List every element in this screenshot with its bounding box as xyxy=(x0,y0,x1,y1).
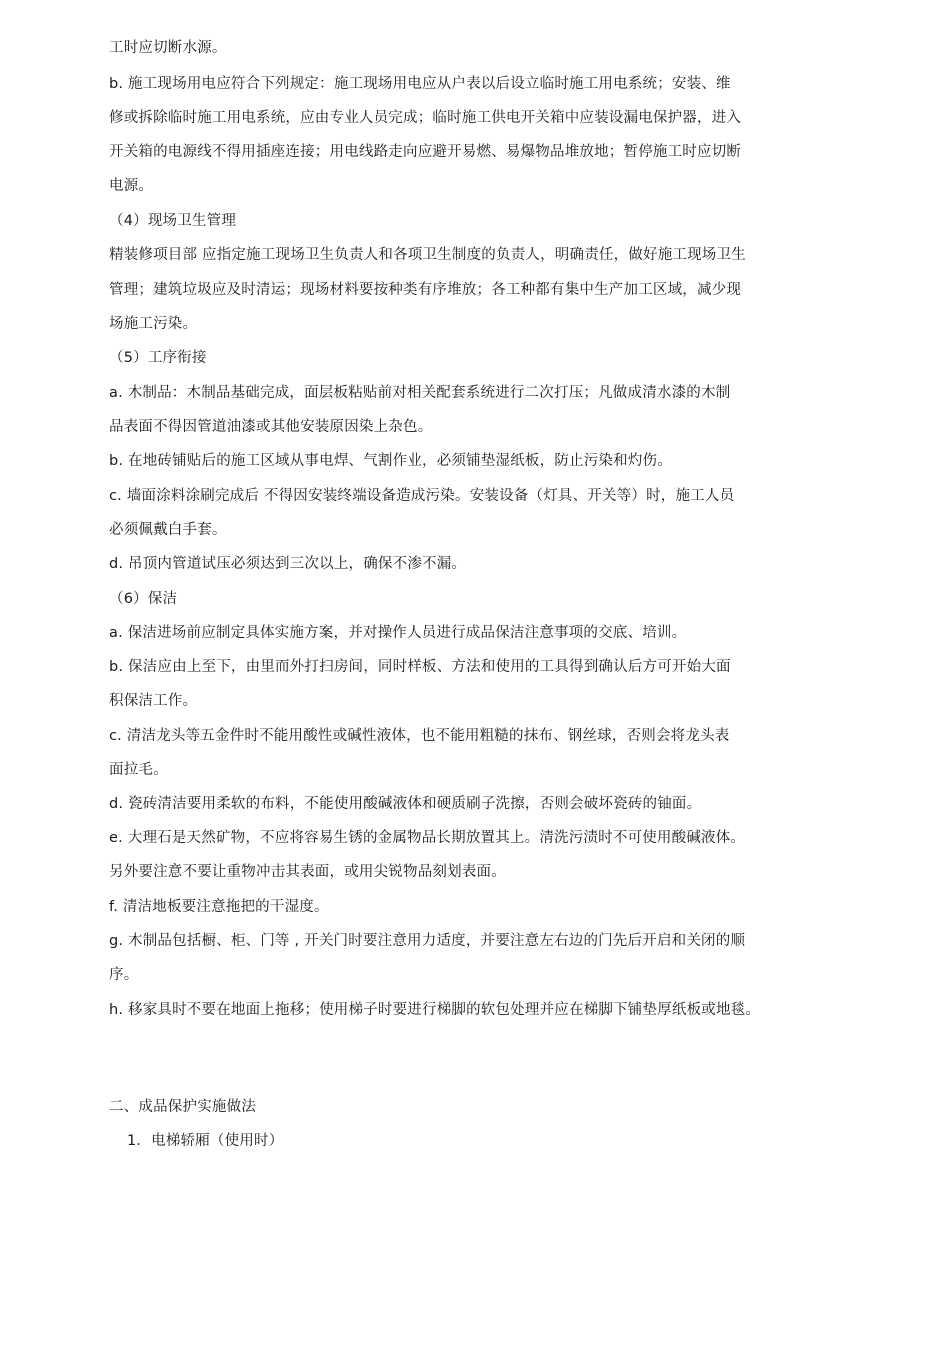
text-line: e. 大理石是天然矿物，不应将容易生锈的金属物品长期放置其上。清洗污渍时不可使用酸碱液体。 xyxy=(109,830,746,846)
section-subheading: （4）现场卫生管理 xyxy=(109,213,237,229)
text-line: 工时应切断水源。 xyxy=(109,40,227,56)
text-line: a. 保洁进场前应制定具体实施方案，并对操作人员进行成品保洁注意事项的交底、培训。 xyxy=(109,625,687,641)
text-line: 积保洁工作。 xyxy=(109,693,198,709)
section-subheading: （5）工序衔接 xyxy=(109,350,207,366)
text-line: b. 施工现场用电应符合下列规定：施工现场用电应从户表以后设立临时施工用电系统；安装、维 xyxy=(109,76,731,92)
text-line: 面拉毛。 xyxy=(109,762,168,778)
section-subheading: （6）保洁 xyxy=(109,591,178,607)
subsection-heading: 1．电梯轿厢（使用时） xyxy=(127,1133,284,1149)
text-line: 另外要注意不要让重物冲击其表面，或用尖锐物品刻划表面。 xyxy=(109,864,506,880)
text-line: 序。 xyxy=(109,967,139,983)
text-line: 修或拆除临时施工用电系统，应由专业人员完成；临时施工供电开关箱中应装设漏电保护器，进入 xyxy=(109,110,742,126)
text-line: g. 木制品包括橱、柜、门等 , 开关门时要注意用力适度，并要注意左右边的门先后开启和关闭的顺 xyxy=(109,933,746,949)
text-line: d. 吊顶内管道试压必须达到三次以上，确保不渗不漏。 xyxy=(109,556,467,572)
text-line: 电源。 xyxy=(109,178,154,194)
text-line: d. 瓷砖清洁要用柔软的布料，不能使用酸碱液体和硬质刷子洗擦，否则会破坏瓷砖的铀面。 xyxy=(109,796,702,812)
text-line: 必须佩戴白手套。 xyxy=(109,522,227,538)
text-line: 开关箱的电源线不得用插座连接；用电线路走向应避开易燃、易爆物品堆放地；暂停施工时应切断 xyxy=(109,144,742,160)
text-line: 精装修项目部 应指定施工现场卫生负责人和各项卫生制度的负责人，明确责任，做好施工现场卫生 xyxy=(109,247,746,263)
section-heading: 二、成品保护实施做法 xyxy=(109,1099,256,1115)
text-line: c. 清洁龙头等五金件时不能用酸性或碱性液体，也不能用粗糙的抹布、钢丝球，否则会将龙头表 xyxy=(109,728,730,744)
text-line: b. 在地砖铺贴后的施工区域从事电焊、气割作业，必须铺垫湿纸板，防止污染和灼伤。 xyxy=(109,453,672,469)
text-line: h. 移家具时不要在地面上拖移；使用梯子时要进行梯脚的软包处理并应在梯脚下铺垫厚纸板或地毯。 xyxy=(109,1002,761,1018)
text-line: a. 木制品：木制品基础完成，面层板粘贴前对相关配套系统进行二次打压；凡做成清水漆的木制 xyxy=(109,385,731,401)
text-line: 管理；建筑垃圾应及时清运；现场材料要按种类有序堆放；各工种都有集中生产加工区域，减少现 xyxy=(109,282,742,298)
text-line: b. 保洁应由上至下，由里而外打扫房间，同时样板、方法和使用的工具得到确认后方可开始大面 xyxy=(109,659,731,675)
text-line: 品表面不得因管道油漆或其他安装原因染上杂色。 xyxy=(109,419,433,435)
text-line: f. 清洁地板要注意拖把的干湿度。 xyxy=(109,899,329,915)
text-line: c. 墙面涂料涂刷完成后 不得因安装终端设备造成污染。安装设备（灯具、开关等）时，施工人员 xyxy=(109,488,735,504)
text-line: 场施工污染。 xyxy=(109,316,198,332)
